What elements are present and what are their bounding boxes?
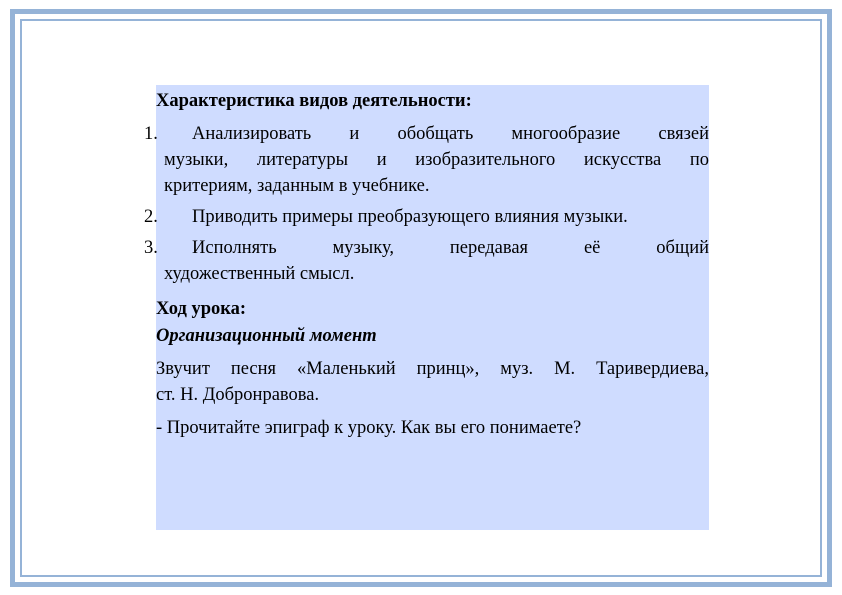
activity-text-line: художественный смысл. xyxy=(164,264,355,284)
paragraph-line: ст. Н. Добронравова. xyxy=(156,385,320,405)
activity-text-line: Анализировать и обобщать многообразие связей xyxy=(192,124,709,144)
activities-list xyxy=(144,121,709,287)
activity-number: 1. xyxy=(144,124,158,144)
lesson-subtitle: Организационный момент xyxy=(156,326,377,346)
activity-item-2 xyxy=(144,204,709,230)
activity-item-1 xyxy=(144,121,709,199)
activity-number: 2. xyxy=(144,207,158,227)
activity-number: 3. xyxy=(144,238,158,258)
lesson-paragraph xyxy=(156,356,709,408)
lesson-title: Ход урока: xyxy=(156,299,247,319)
activity-item-3 xyxy=(144,235,709,287)
lesson-question: - Прочитайте эпиграф к уроку. Как вы его понимаете? xyxy=(156,418,582,438)
slide-content xyxy=(144,85,709,530)
activity-text-line: критериям, заданным в учебнике. xyxy=(164,176,430,196)
activities-heading: Характеристика видов деятельности: xyxy=(156,91,472,111)
activity-text-line: музыки, литературы и изобразительного искусства по xyxy=(164,150,709,170)
activity-text-line: Исполнять музыку, передавая её общий xyxy=(192,238,709,258)
paragraph-line: Звучит песня «Маленький принц», муз. М. Таривердиева, xyxy=(156,359,709,379)
activity-text-line: Приводить примеры преобразующего влияния музыки. xyxy=(192,207,628,227)
